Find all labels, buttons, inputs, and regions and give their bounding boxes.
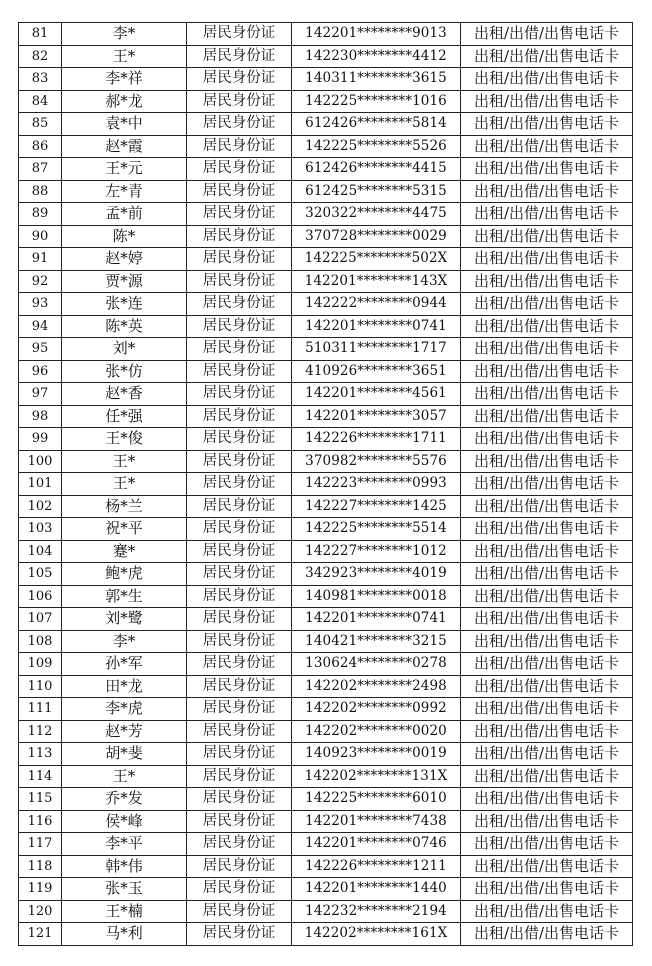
table-row xyxy=(19,900,633,923)
person-name-cell: 田*龙 xyxy=(62,675,187,698)
row-number-cell: 87 xyxy=(19,158,62,181)
document-type-cell: 居民身份证 xyxy=(187,698,292,721)
person-name-cell: 王*楠 xyxy=(62,900,187,923)
row-number-cell: 81 xyxy=(19,23,62,46)
id-number-cell: 510311********1717 xyxy=(292,338,461,361)
table-row xyxy=(19,405,633,428)
table-row xyxy=(19,180,633,203)
violation-type-cell: 出租/出借/出售电话卡 xyxy=(461,630,633,653)
row-number-cell: 102 xyxy=(19,495,62,518)
table-row xyxy=(19,360,633,383)
row-number-cell: 94 xyxy=(19,315,62,338)
person-name-cell: 侯*峰 xyxy=(62,810,187,833)
violation-type-cell: 出租/出借/出售电话卡 xyxy=(461,225,633,248)
row-number-cell: 86 xyxy=(19,135,62,158)
row-number-cell: 112 xyxy=(19,720,62,743)
person-name-cell: 马*利 xyxy=(62,923,187,946)
person-name-cell: 鲍*虎 xyxy=(62,563,187,586)
table-row xyxy=(19,315,633,338)
person-name-cell: 王*俊 xyxy=(62,428,187,451)
row-number-cell: 115 xyxy=(19,788,62,811)
person-name-cell: 王* xyxy=(62,450,187,473)
violation-type-cell: 出租/出借/出售电话卡 xyxy=(461,405,633,428)
violation-type-cell: 出租/出借/出售电话卡 xyxy=(461,315,633,338)
row-number-cell: 120 xyxy=(19,900,62,923)
id-number-cell: 142226********1711 xyxy=(292,428,461,451)
violation-type-cell: 出租/出借/出售电话卡 xyxy=(461,833,633,856)
person-name-cell: 左*青 xyxy=(62,180,187,203)
document-type-cell: 居民身份证 xyxy=(187,518,292,541)
violation-type-cell: 出租/出借/出售电话卡 xyxy=(461,878,633,901)
document-type-cell: 居民身份证 xyxy=(187,405,292,428)
person-name-cell: 陈*英 xyxy=(62,315,187,338)
roster-table xyxy=(18,22,633,946)
violation-type-cell: 出租/出借/出售电话卡 xyxy=(461,338,633,361)
violation-type-cell: 出租/出借/出售电话卡 xyxy=(461,540,633,563)
table-row xyxy=(19,765,633,788)
id-number-cell: 142202********2498 xyxy=(292,675,461,698)
document-type-cell: 居民身份证 xyxy=(187,585,292,608)
row-number-cell: 83 xyxy=(19,68,62,91)
table-row xyxy=(19,68,633,91)
id-number-cell: 142201********0746 xyxy=(292,833,461,856)
table-row xyxy=(19,338,633,361)
person-name-cell: 杨*兰 xyxy=(62,495,187,518)
id-number-cell: 142201********1440 xyxy=(292,878,461,901)
person-name-cell: 孙*军 xyxy=(62,653,187,676)
id-number-cell: 410926********3651 xyxy=(292,360,461,383)
person-name-cell: 祝*平 xyxy=(62,518,187,541)
violation-type-cell: 出租/出借/出售电话卡 xyxy=(461,810,633,833)
violation-type-cell: 出租/出借/出售电话卡 xyxy=(461,45,633,68)
table-row xyxy=(19,225,633,248)
table-row xyxy=(19,428,633,451)
person-name-cell: 李*虎 xyxy=(62,698,187,721)
table-row xyxy=(19,270,633,293)
row-number-cell: 118 xyxy=(19,855,62,878)
table-row xyxy=(19,923,633,946)
document-type-cell: 居民身份证 xyxy=(187,225,292,248)
person-name-cell: 郝*龙 xyxy=(62,90,187,113)
violation-type-cell: 出租/出借/出售电话卡 xyxy=(461,473,633,496)
id-number-cell: 142201********9013 xyxy=(292,23,461,46)
row-number-cell: 110 xyxy=(19,675,62,698)
id-number-cell: 142201********143X xyxy=(292,270,461,293)
row-number-cell: 96 xyxy=(19,360,62,383)
person-name-cell: 乔*发 xyxy=(62,788,187,811)
table-row xyxy=(19,158,633,181)
document-type-cell: 居民身份证 xyxy=(187,653,292,676)
document-type-cell: 居民身份证 xyxy=(187,180,292,203)
id-number-cell: 370728********0029 xyxy=(292,225,461,248)
id-number-cell: 142230********4412 xyxy=(292,45,461,68)
violation-type-cell: 出租/出借/出售电话卡 xyxy=(461,68,633,91)
person-name-cell: 李* xyxy=(62,23,187,46)
row-number-cell: 82 xyxy=(19,45,62,68)
id-number-cell: 130624********0278 xyxy=(292,653,461,676)
violation-type-cell: 出租/出借/出售电话卡 xyxy=(461,90,633,113)
document-type-cell: 居民身份证 xyxy=(187,158,292,181)
row-number-cell: 117 xyxy=(19,833,62,856)
person-name-cell: 张*仿 xyxy=(62,360,187,383)
document-type-cell: 居民身份证 xyxy=(187,135,292,158)
roster-sheet xyxy=(18,22,633,946)
person-name-cell: 胡*斐 xyxy=(62,743,187,766)
person-name-cell: 赵*霞 xyxy=(62,135,187,158)
row-number-cell: 98 xyxy=(19,405,62,428)
table-row xyxy=(19,585,633,608)
violation-type-cell: 出租/出借/出售电话卡 xyxy=(461,720,633,743)
violation-type-cell: 出租/出借/出售电话卡 xyxy=(461,293,633,316)
row-number-cell: 100 xyxy=(19,450,62,473)
id-number-cell: 142225********6010 xyxy=(292,788,461,811)
id-number-cell: 142223********0993 xyxy=(292,473,461,496)
violation-type-cell: 出租/出借/出售电话卡 xyxy=(461,203,633,226)
person-name-cell: 郭*生 xyxy=(62,585,187,608)
document-type-cell: 居民身份证 xyxy=(187,203,292,226)
person-name-cell: 张*连 xyxy=(62,293,187,316)
id-number-cell: 142227********1425 xyxy=(292,495,461,518)
table-row xyxy=(19,293,633,316)
document-type-cell: 居民身份证 xyxy=(187,360,292,383)
id-number-cell: 320322********4475 xyxy=(292,203,461,226)
document-type-cell: 居民身份证 xyxy=(187,765,292,788)
table-row xyxy=(19,473,633,496)
id-number-cell: 370982********5576 xyxy=(292,450,461,473)
row-number-cell: 85 xyxy=(19,113,62,136)
violation-type-cell: 出租/出借/出售电话卡 xyxy=(461,900,633,923)
table-row xyxy=(19,743,633,766)
table-row xyxy=(19,698,633,721)
row-number-cell: 84 xyxy=(19,90,62,113)
document-type-cell: 居民身份证 xyxy=(187,540,292,563)
table-row xyxy=(19,878,633,901)
row-number-cell: 91 xyxy=(19,248,62,271)
table-row xyxy=(19,810,633,833)
document-type-cell: 居民身份证 xyxy=(187,23,292,46)
table-row xyxy=(19,855,633,878)
document-type-cell: 居民身份证 xyxy=(187,788,292,811)
id-number-cell: 142201********4561 xyxy=(292,383,461,406)
document-type-cell: 居民身份证 xyxy=(187,608,292,631)
table-row xyxy=(19,518,633,541)
table-row xyxy=(19,563,633,586)
document-type-cell: 居民身份证 xyxy=(187,720,292,743)
id-number-cell: 142201********3057 xyxy=(292,405,461,428)
row-number-cell: 121 xyxy=(19,923,62,946)
violation-type-cell: 出租/出借/出售电话卡 xyxy=(461,765,633,788)
document-type-cell: 居民身份证 xyxy=(187,855,292,878)
document-type-cell: 居民身份证 xyxy=(187,248,292,271)
document-type-cell: 居民身份证 xyxy=(187,68,292,91)
table-row xyxy=(19,383,633,406)
person-name-cell: 刘* xyxy=(62,338,187,361)
id-number-cell: 142227********1012 xyxy=(292,540,461,563)
document-type-cell: 居民身份证 xyxy=(187,473,292,496)
violation-type-cell: 出租/出借/出售电话卡 xyxy=(461,653,633,676)
person-name-cell: 李*平 xyxy=(62,833,187,856)
id-number-cell: 142201********0741 xyxy=(292,608,461,631)
person-name-cell: 王* xyxy=(62,765,187,788)
row-number-cell: 113 xyxy=(19,743,62,766)
person-name-cell: 王*元 xyxy=(62,158,187,181)
id-number-cell: 142225********5514 xyxy=(292,518,461,541)
row-number-cell: 107 xyxy=(19,608,62,631)
document-type-cell: 居民身份证 xyxy=(187,923,292,946)
document-type-cell: 居民身份证 xyxy=(187,495,292,518)
violation-type-cell: 出租/出借/出售电话卡 xyxy=(461,743,633,766)
document-type-cell: 居民身份证 xyxy=(187,563,292,586)
person-name-cell: 赵*芳 xyxy=(62,720,187,743)
id-number-cell: 612426********4415 xyxy=(292,158,461,181)
violation-type-cell: 出租/出借/出售电话卡 xyxy=(461,158,633,181)
table-row xyxy=(19,23,633,46)
row-number-cell: 95 xyxy=(19,338,62,361)
id-number-cell: 612426********5814 xyxy=(292,113,461,136)
row-number-cell: 101 xyxy=(19,473,62,496)
violation-type-cell: 出租/出借/出售电话卡 xyxy=(461,270,633,293)
table-row xyxy=(19,833,633,856)
person-name-cell: 袁*中 xyxy=(62,113,187,136)
violation-type-cell: 出租/出借/出售电话卡 xyxy=(461,698,633,721)
document-type-cell: 居民身份证 xyxy=(187,878,292,901)
table-row xyxy=(19,203,633,226)
row-number-cell: 119 xyxy=(19,878,62,901)
table-row xyxy=(19,675,633,698)
row-number-cell: 108 xyxy=(19,630,62,653)
table-row xyxy=(19,113,633,136)
violation-type-cell: 出租/出借/出售电话卡 xyxy=(461,608,633,631)
id-number-cell: 142232********2194 xyxy=(292,900,461,923)
person-name-cell: 刘*鹭 xyxy=(62,608,187,631)
document-type-cell: 居民身份证 xyxy=(187,293,292,316)
violation-type-cell: 出租/出借/出售电话卡 xyxy=(461,360,633,383)
document-type-cell: 居民身份证 xyxy=(187,45,292,68)
id-number-cell: 142222********0944 xyxy=(292,293,461,316)
row-number-cell: 93 xyxy=(19,293,62,316)
document-type-cell: 居民身份证 xyxy=(187,428,292,451)
person-name-cell: 李* xyxy=(62,630,187,653)
person-name-cell: 李*祥 xyxy=(62,68,187,91)
table-row xyxy=(19,608,633,631)
document-type-cell: 居民身份证 xyxy=(187,743,292,766)
document-type-cell: 居民身份证 xyxy=(187,315,292,338)
document-type-cell: 居民身份证 xyxy=(187,113,292,136)
document-type-cell: 居民身份证 xyxy=(187,810,292,833)
table-row xyxy=(19,653,633,676)
document-type-cell: 居民身份证 xyxy=(187,833,292,856)
table-row xyxy=(19,720,633,743)
roster-table-body xyxy=(19,23,633,946)
violation-type-cell: 出租/出借/出售电话卡 xyxy=(461,180,633,203)
document-type-cell: 居民身份证 xyxy=(187,630,292,653)
row-number-cell: 103 xyxy=(19,518,62,541)
row-number-cell: 104 xyxy=(19,540,62,563)
id-number-cell: 140981********0018 xyxy=(292,585,461,608)
id-number-cell: 142225********5526 xyxy=(292,135,461,158)
row-number-cell: 105 xyxy=(19,563,62,586)
id-number-cell: 612425********5315 xyxy=(292,180,461,203)
violation-type-cell: 出租/出借/出售电话卡 xyxy=(461,518,633,541)
violation-type-cell: 出租/出借/出售电话卡 xyxy=(461,788,633,811)
person-name-cell: 陈* xyxy=(62,225,187,248)
id-number-cell: 342923********4019 xyxy=(292,563,461,586)
table-row xyxy=(19,90,633,113)
person-name-cell: 王* xyxy=(62,45,187,68)
document-type-cell: 居民身份证 xyxy=(187,90,292,113)
row-number-cell: 106 xyxy=(19,585,62,608)
id-number-cell: 140421********3215 xyxy=(292,630,461,653)
violation-type-cell: 出租/出借/出售电话卡 xyxy=(461,248,633,271)
violation-type-cell: 出租/出借/出售电话卡 xyxy=(461,923,633,946)
violation-type-cell: 出租/出借/出售电话卡 xyxy=(461,113,633,136)
table-row xyxy=(19,248,633,271)
row-number-cell: 99 xyxy=(19,428,62,451)
table-row xyxy=(19,630,633,653)
person-name-cell: 韩*伟 xyxy=(62,855,187,878)
violation-type-cell: 出租/出借/出售电话卡 xyxy=(461,495,633,518)
row-number-cell: 97 xyxy=(19,383,62,406)
violation-type-cell: 出租/出借/出售电话卡 xyxy=(461,23,633,46)
id-number-cell: 142202********0992 xyxy=(292,698,461,721)
violation-type-cell: 出租/出借/出售电话卡 xyxy=(461,135,633,158)
document-type-cell: 居民身份证 xyxy=(187,450,292,473)
document-type-cell: 居民身份证 xyxy=(187,270,292,293)
row-number-cell: 88 xyxy=(19,180,62,203)
row-number-cell: 114 xyxy=(19,765,62,788)
table-row xyxy=(19,495,633,518)
person-name-cell: 张*玉 xyxy=(62,878,187,901)
document-type-cell: 居民身份证 xyxy=(187,338,292,361)
person-name-cell: 任*强 xyxy=(62,405,187,428)
table-row xyxy=(19,135,633,158)
row-number-cell: 111 xyxy=(19,698,62,721)
violation-type-cell: 出租/出借/出售电话卡 xyxy=(461,675,633,698)
person-name-cell: 孟*前 xyxy=(62,203,187,226)
table-row xyxy=(19,45,633,68)
id-number-cell: 142226********1211 xyxy=(292,855,461,878)
id-number-cell: 142202********161X xyxy=(292,923,461,946)
table-row xyxy=(19,540,633,563)
violation-type-cell: 出租/出借/出售电话卡 xyxy=(461,855,633,878)
violation-type-cell: 出租/出借/出售电话卡 xyxy=(461,450,633,473)
violation-type-cell: 出租/出借/出售电话卡 xyxy=(461,563,633,586)
violation-type-cell: 出租/出借/出售电话卡 xyxy=(461,585,633,608)
table-row xyxy=(19,788,633,811)
document-type-cell: 居民身份证 xyxy=(187,900,292,923)
row-number-cell: 109 xyxy=(19,653,62,676)
person-name-cell: 王* xyxy=(62,473,187,496)
violation-type-cell: 出租/出借/出售电话卡 xyxy=(461,428,633,451)
row-number-cell: 92 xyxy=(19,270,62,293)
id-number-cell: 142225********1016 xyxy=(292,90,461,113)
document-type-cell: 居民身份证 xyxy=(187,383,292,406)
row-number-cell: 116 xyxy=(19,810,62,833)
person-name-cell: 蹇* xyxy=(62,540,187,563)
table-row xyxy=(19,450,633,473)
row-number-cell: 90 xyxy=(19,225,62,248)
id-number-cell: 142202********131X xyxy=(292,765,461,788)
violation-type-cell: 出租/出借/出售电话卡 xyxy=(461,383,633,406)
row-number-cell: 89 xyxy=(19,203,62,226)
id-number-cell: 142201********0741 xyxy=(292,315,461,338)
id-number-cell: 142225********502X xyxy=(292,248,461,271)
id-number-cell: 140311********3615 xyxy=(292,68,461,91)
person-name-cell: 贾*源 xyxy=(62,270,187,293)
id-number-cell: 140923********0019 xyxy=(292,743,461,766)
id-number-cell: 142201********7438 xyxy=(292,810,461,833)
document-type-cell: 居民身份证 xyxy=(187,675,292,698)
person-name-cell: 赵*婷 xyxy=(62,248,187,271)
person-name-cell: 赵*香 xyxy=(62,383,187,406)
id-number-cell: 142202********0020 xyxy=(292,720,461,743)
